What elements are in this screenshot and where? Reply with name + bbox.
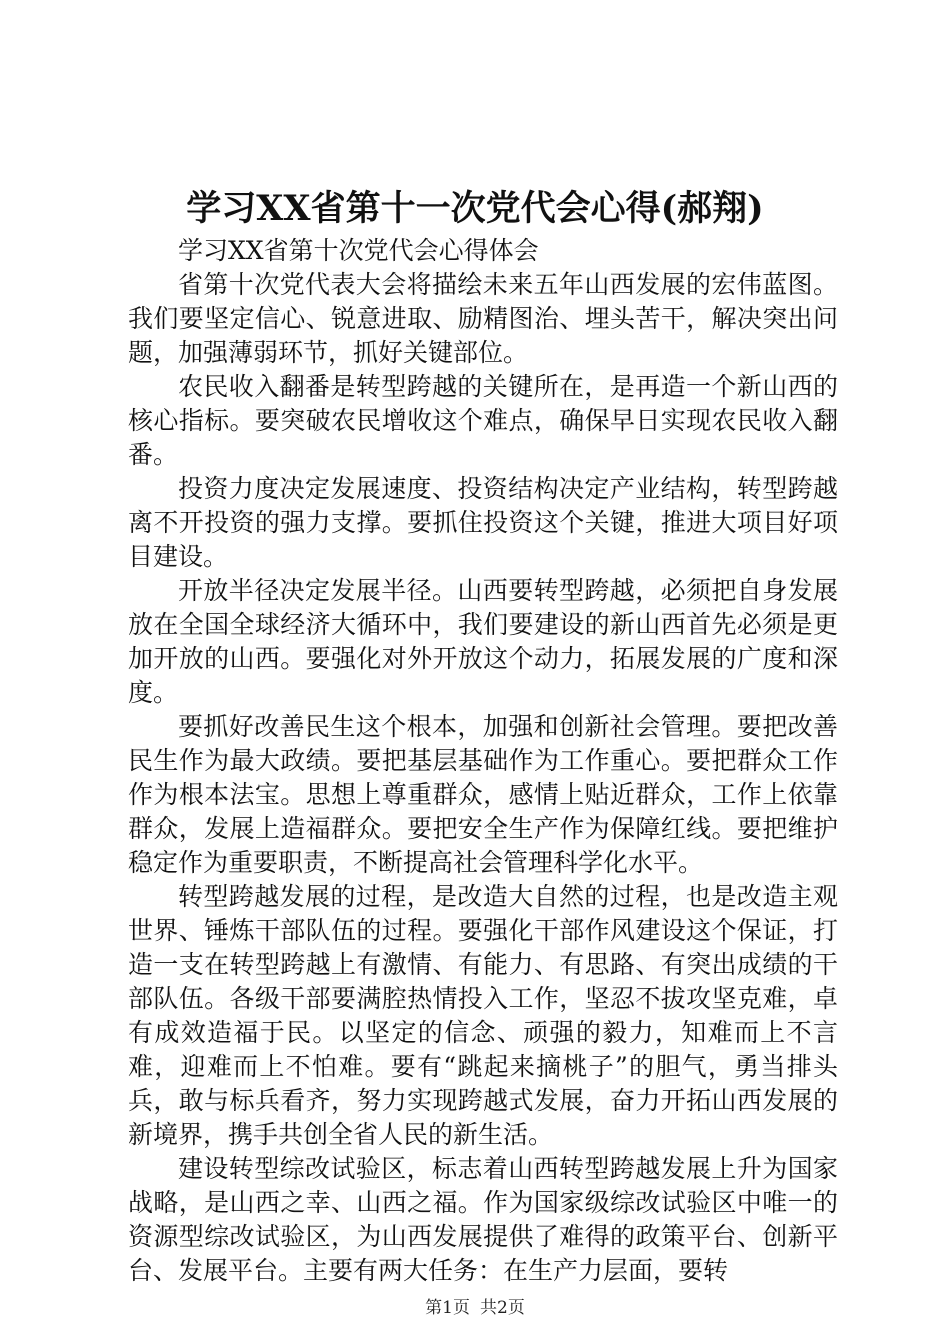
page-total: 共2页 [480,1298,525,1318]
paragraph: 农民收入翻番是转型跨越的关键所在，是再造一个新山西的核心指标。要突破农民增收这个难点，确保早日实现农民收入翻番。 [128,372,838,469]
page-number: 第1页 [425,1298,470,1318]
paragraph: 学习XX省第十次党代会心得体会 [178,236,539,265]
document-title: 学习XX省第十一次党代会心得(郝翔) [186,188,764,229]
paragraph: 要抓好改善民生这个根本，加强和创新社会管理。要把改善民生作为最大政绩。要把基层基础作为工作重心。要把群众工作作为根本法宝。思想上尊重群众，感情上贴近群众，工作上依靠群众，发展上造福群众。要把安全生产作为保障红线。要把维护稳定作为重要职责，不断提高社会管理科学化水平。 [128,712,838,877]
paragraph: 转型跨越发展的过程，是改造大自然的过程，也是改造主观世界、锤炼干部队伍的过程。要强化干部作风建设这个保证，打造一支在转型跨越上有激情、有能力、有思路、有突出成绩的干部队伍。各级干部要满腔热情投入工作，坚忍不拔攻坚克难，卓有成效造福于民。以坚定的信念、顽强的毅力，知难而上不言难，迎难而上不怕难。要有“跳起来摘桃子”的胆气，勇当排头兵，敢与标兵看齐，努力实现跨越式发展，奋力开拓山西发展的新境界，携手共创全省人民的新生活。 [128,882,838,1149]
page-footer [0,1296,950,1320]
paragraph: 开放半径决定发展半径。山西要转型跨越，必须把自身发展放在全国全球经济大循环中，我们要建设的新山西首先必须是更加开放的山西。要强化对外开放这个动力，拓展发展的广度和深度。 [128,576,838,707]
paragraph: 投资力度决定发展速度、投资结构决定产业结构，转型跨越离不开投资的强力支撑。要抓住投资这个关键，推进大项目好项目建设。 [128,474,838,571]
paragraph: 建设转型综改试验区，标志着山西转型跨越发展上升为国家战略，是山西之幸、山西之福。作为国家级综改试验区中唯一的资源型综改试验区，为山西发展提供了难得的政策平台、创新平台、发展平台。主要有两大任务：在生产力层面，要转 [128,1154,838,1285]
document-body [128,234,838,1288]
paragraph: 省第十次党代表大会将描绘未来五年山西发展的宏伟蓝图。我们要坚定信心、锐意进取、励精图治、埋头苦干，解决突出问题，加强薄弱环节，抓好关键部位。 [128,270,838,367]
